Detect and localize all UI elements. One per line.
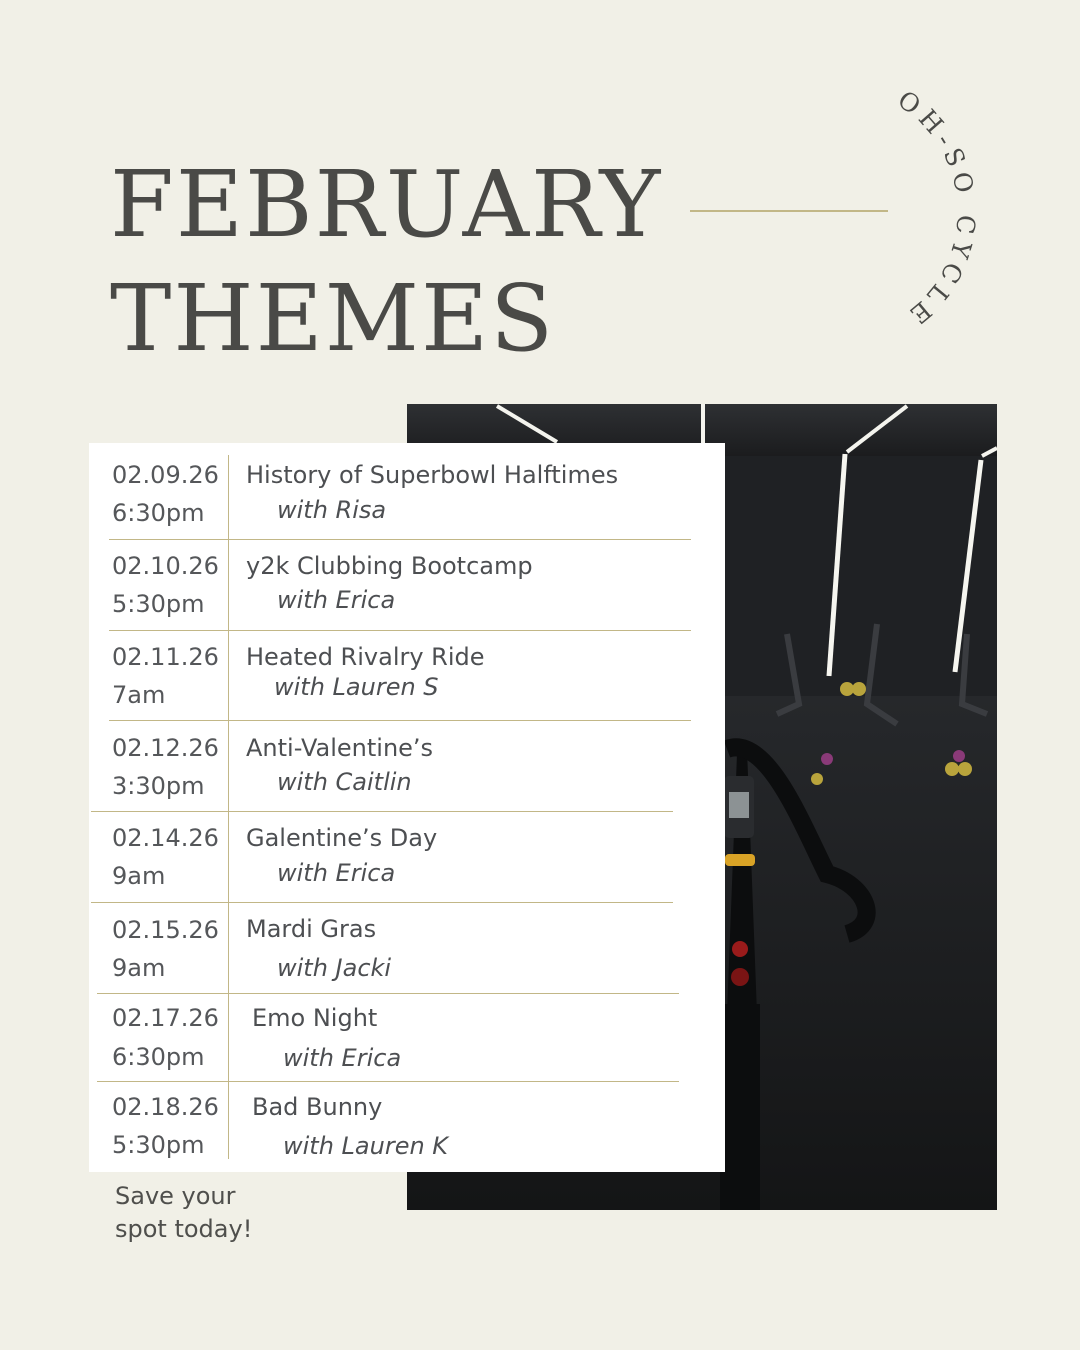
row-divider <box>109 539 691 540</box>
brand-arc-textpath: OH-SO CYCLE <box>892 84 982 334</box>
row-divider <box>91 902 673 903</box>
class-date: 02.12.26 <box>112 734 219 762</box>
call-to-action <box>115 1180 315 1246</box>
class-instructor: with Erica <box>277 859 396 887</box>
row-divider <box>97 993 679 994</box>
class-theme: Heated Rivalry Ride <box>246 643 485 671</box>
page-title <box>110 148 662 376</box>
class-time: 7am <box>112 681 166 709</box>
class-instructor: with Erica <box>277 586 396 614</box>
class-theme: History of Superbowl Halftimes <box>246 461 619 489</box>
class-date: 02.09.26 <box>112 461 219 489</box>
brand-arc-logo <box>820 80 990 350</box>
class-date: 02.18.26 <box>112 1093 219 1121</box>
cta-line-2: spot today! <box>115 1215 253 1243</box>
class-date: 02.14.26 <box>112 824 219 852</box>
class-time: 6:30pm <box>112 1043 205 1071</box>
class-time: 3:30pm <box>112 772 205 800</box>
row-divider <box>91 811 673 812</box>
class-date: 02.17.26 <box>112 1004 219 1032</box>
row-divider <box>109 630 691 631</box>
class-instructor: with Caitlin <box>277 768 412 796</box>
class-theme: Emo Night <box>252 1004 378 1032</box>
column-divider <box>228 455 229 1159</box>
schedule-card <box>89 443 725 1172</box>
class-theme: Galentine’s Day <box>246 824 438 852</box>
class-instructor: with Risa <box>277 496 387 524</box>
class-date: 02.10.26 <box>112 552 219 580</box>
class-theme: y2k Clubbing Bootcamp <box>246 552 533 580</box>
class-theme: Bad Bunny <box>252 1093 383 1121</box>
class-instructor: with Lauren S <box>274 673 439 701</box>
title-line-2: THEMES <box>110 265 556 372</box>
row-divider <box>97 1081 679 1082</box>
class-time: 6:30pm <box>112 499 205 527</box>
class-time: 5:30pm <box>112 590 205 618</box>
class-instructor: with Lauren K <box>283 1132 449 1160</box>
class-time: 9am <box>112 954 166 982</box>
class-instructor: with Erica <box>283 1044 402 1072</box>
class-instructor: with Jacki <box>277 954 392 982</box>
brand-arc-text <box>892 85 981 333</box>
class-time: 9am <box>112 862 166 890</box>
class-date: 02.15.26 <box>112 916 219 944</box>
class-time: 5:30pm <box>112 1131 205 1159</box>
row-divider <box>109 720 691 721</box>
class-theme: Mardi Gras <box>246 915 377 943</box>
class-date: 02.11.26 <box>112 643 219 671</box>
title-line-1: FEBRUARY <box>110 151 663 258</box>
cta-line-1: Save your <box>115 1182 236 1210</box>
class-theme: Anti-Valentine’s <box>246 734 434 762</box>
